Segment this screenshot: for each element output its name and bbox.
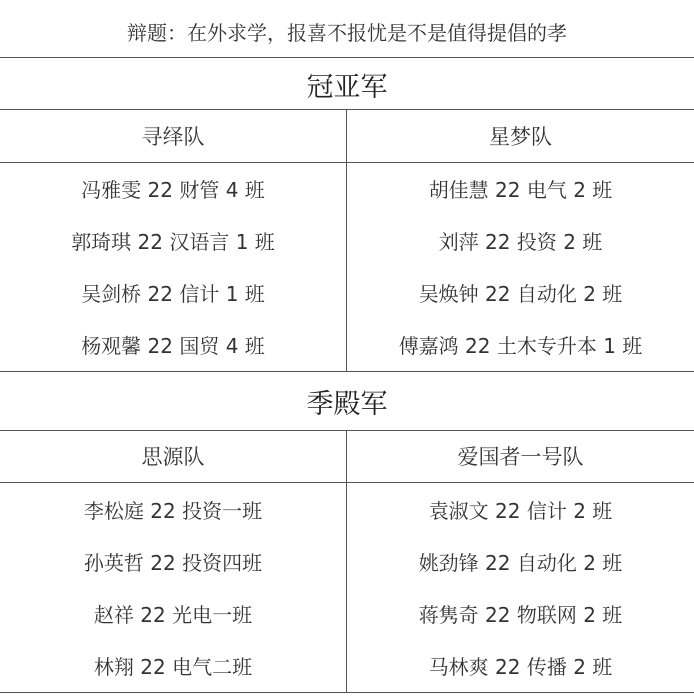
- member-cell: 孙英哲 22 投资四班: [83, 550, 263, 575]
- member-cell: 李松庭 22 投资一班: [83, 498, 263, 523]
- divider: [0, 482, 694, 483]
- divider: [0, 371, 694, 372]
- column-divider: [346, 430, 347, 692]
- divider: [0, 57, 694, 58]
- divider: [0, 109, 694, 110]
- team-name-right: 爱国者一号队: [457, 445, 584, 469]
- member-cell: 冯雅雯 22 财管 4 班: [81, 177, 265, 202]
- member-cell: 胡佳慧 22 电气 2 班: [428, 177, 613, 202]
- divider: [0, 692, 694, 693]
- member-cell: 傅嘉鸿 22 土木专升本 1 班: [398, 333, 643, 358]
- member-cell: 袁淑文 22 信计 2 班: [428, 498, 613, 523]
- team-name-left: 寻绎队: [141, 125, 205, 149]
- member-cell: 杨观馨 22 国贸 4 班: [81, 333, 265, 358]
- team-name-right: 星梦队: [489, 125, 552, 149]
- column-divider: [346, 109, 347, 371]
- member-cell: 赵祥 22 光电一班: [93, 602, 253, 627]
- member-cell: 姚劲锋 22 自动化 2 班: [418, 550, 623, 575]
- member-cell: 蒋隽奇 22 物联网 2 班: [418, 602, 623, 627]
- member-cell: 林翔 22 电气二班: [93, 654, 253, 679]
- team-name-left: 思源队: [141, 445, 205, 469]
- section-title-finalists: 冠亚军: [306, 71, 388, 103]
- member-cell: 郭琦琪 22 汉语言 1 班: [71, 229, 275, 254]
- member-cell: 吴焕钟 22 自动化 2 班: [418, 281, 623, 306]
- divider: [0, 162, 694, 163]
- divider: [0, 430, 694, 431]
- section-title-third-fourth: 季殿军: [306, 388, 388, 420]
- member-cell: 刘萍 22 投资 2 班: [438, 229, 603, 254]
- debate-topic: 辩题：在外求学，报喜不报忧是不是值得提倡的孝: [127, 20, 567, 45]
- member-cell: 吴剑桥 22 信计 1 班: [81, 281, 265, 306]
- member-cell: 马林爽 22 传播 2 班: [428, 654, 613, 679]
